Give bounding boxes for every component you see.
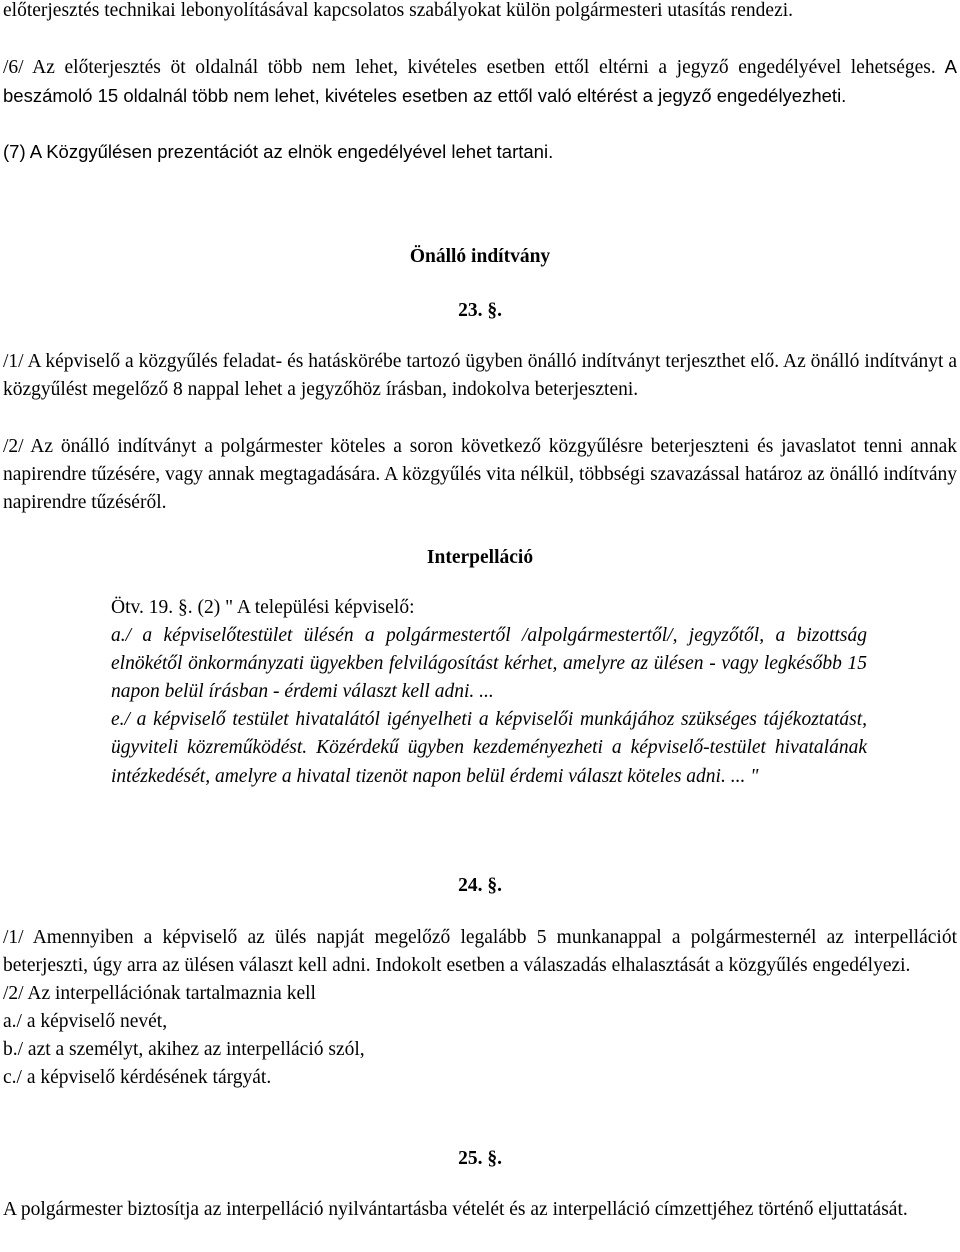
section-number-24: 24. §. [458, 875, 502, 896]
paragraph-24-2: /2/ Az interpellációnak tartalmaznia kell [3, 983, 316, 1005]
paragraph-23-1: /1/ A képviselő a közgyűlés feladat- és hatáskörébe tartozó ügyben önálló indítványt terjeszthet elő. Az önálló indítványt a közgyűlést megelőző 8 nappal lehet a jegyzőhöz írásban, indokolva beterjeszteni. [3, 351, 957, 401]
heading-interpellacio: Interpelláció [426, 547, 534, 568]
quote-item-e: e./ a képviselő testület hivatalától igényelheti a képviselői munkájához szükséges tájékoztatást, ügyviteli közreműködést. Közérdekű ügyben kezdeményezheti a képviselő-testület hivatalának intézkedését, amelyre a hivatal tizenöt napon belül érdemi választ köteles adni. ... " [111, 709, 867, 787]
paragraph-7: (7) A Közgyűlésen prezentációt az elnök engedélyével lehet tartani. [3, 141, 554, 162]
quote-block [3, 594, 957, 791]
paragraph-6 [3, 53, 957, 111]
paragraph-intro: előterjesztés technikai lebonyolításával kapcsolatos szabályokat külön polgármesteri utasítás rendezi. [3, 0, 794, 21]
list-item-a: a./ a képviselő nevét, [3, 1011, 168, 1033]
paragraph-24-1: /1/ Amennyiben a képviselő az ülés napját megelőző legalább 5 munkanappal a polgármesternél az interpellációt beterjeszti, úgy arra az ülésen választ kell adni. Indokolt esetben a válaszadás elhalasztását a közgyűlés engedélyezi. [3, 927, 957, 977]
paragraph-25: A polgármester biztosítja az interpelláció nyilvántartásba vételét és az interpelláció címzettjéhez történő eljuttatását. [3, 1199, 908, 1220]
heading-onallo-inditvany: Önálló indítvány [409, 246, 551, 267]
quote-lead [3, 594, 957, 622]
section-24-body [3, 924, 957, 1093]
list-item-b: b./ azt a személyt, akihez az interpelláció szól, [3, 1039, 365, 1061]
paragraph-6-main: /6/ Az előterjesztés öt oldalnál több nem lehet, kivételes esetben ettől eltérni a jegyző engedélyével lehetséges. [3, 57, 936, 78]
paragraph-6-report: A beszámoló 15 oldalnál több nem lehet, kivételes esetben az ettől való eltérést a jegyző engedélyezheti. [3, 56, 957, 107]
list-item-c: c./ a képviselő kérdésének tárgyát. [3, 1067, 272, 1089]
section-number-23: 23. §. [458, 300, 502, 321]
section-number-25: 25. §. [458, 1148, 502, 1169]
quote-item-a: a./ a képviselőtestület ülésén a polgármestertől /alpolgármestertől/, jegyzőtől, a bizottság elnökétől önkormányzati ügyekben felvilágosítást kérhet, amelyre az ülésen - vagy legkésőbb 15 napon belül írásban - érdemi választ kell adni. ... [111, 625, 867, 703]
quote-lead-text: Ötv. 19. §. (2) " A települési képviselő: [111, 597, 415, 618]
paragraph-23-2: /2/ Az önálló indítványt a polgármester köteles a soron következő közgyűlésre beterjeszteni és javaslatot tenni annak napirendre tűzésére, vagy annak megtagadására. A közgyűlés vita nélkül, többségi szavazással határoz az önálló indítvány napirendre tűzéséről. [3, 436, 957, 514]
